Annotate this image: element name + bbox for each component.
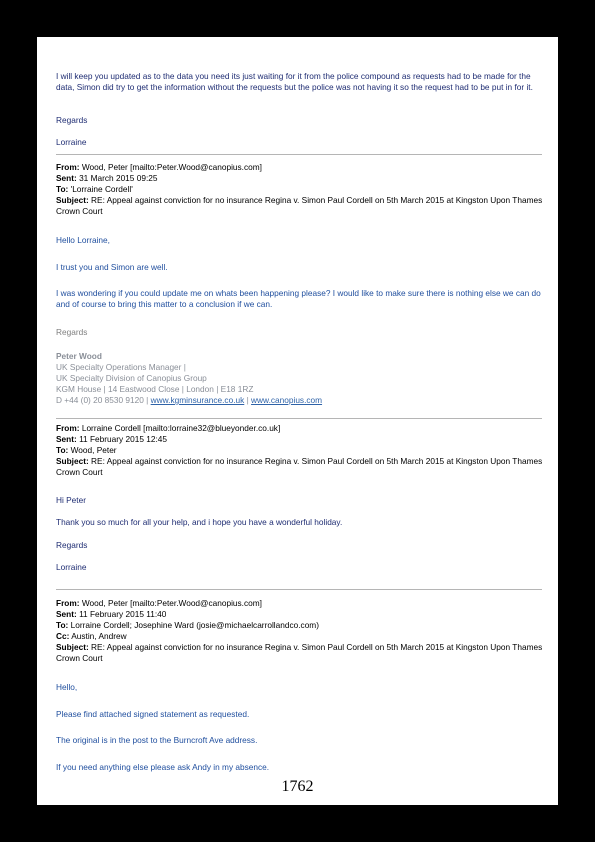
email1-sent-line: Sent: 31 March 2015 09:25 (56, 173, 158, 183)
email2-header (56, 423, 543, 478)
intro-paragraph: I will keep you updated as to the data you need its just waiting for it from the police compound as requests had to be made for the data, Simon did try to get the information without the requests but the police was not having it so the request had to be put in for it. (56, 71, 533, 92)
email2-greeting: Hi Peter (56, 495, 86, 505)
separator-rule (56, 154, 542, 155)
email1-from-line: From: Wood, Peter [mailto:Peter.Wood@canopius.com] (56, 162, 262, 172)
separator-rule (56, 589, 542, 590)
email2-subject-line: Subject: RE: Appeal against conviction for no insurance Regina v. Simon Paul Cordell on 5th March 2015 at Kingston Upon Thames Crown Court (56, 456, 543, 477)
email3-to-line: To: Lorraine Cordell; Josephine Ward (josie@michaelcarrollandco.com) (56, 620, 319, 630)
email1-paragraph-2: I was wondering if you could update me on whats been happening please? I would like to make sure there is nothing else we can do and of course to bring this matter to a conclusion if we can. (56, 288, 541, 309)
separator-rule (56, 418, 542, 419)
email3-cc-line: Cc: Austin, Andrew (56, 631, 127, 641)
signature-separator: | (246, 395, 249, 405)
email2-signoff: Lorraine (56, 562, 87, 572)
email3-subject-line: Subject: RE: Appeal against conviction for no insurance Regina v. Simon Paul Cordell on 5th March 2015 at Kingston Upon Thames Crown Court (56, 642, 543, 663)
email2-from-line: From: Lorraine Cordell [mailto:lorraine32@blueyonder.co.uk] (56, 423, 281, 433)
email1-header (56, 162, 543, 217)
intro-signoff: Lorraine (56, 137, 87, 147)
signature-division: UK Specialty Division of Canopius Group (56, 373, 207, 383)
email1-subject-line: Subject: RE: Appeal against conviction for no insurance Regina v. Simon Paul Cordell on 5th March 2015 at Kingston Upon Thames Crown Court (56, 195, 543, 216)
signature-address: KGM House | 14 Eastwood Close | London | E18 1RZ (56, 384, 254, 394)
email1-to-line: To: 'Lorraine Cordell' (56, 184, 133, 194)
email2-sent-line: Sent: 11 February 2015 12:45 (56, 434, 168, 444)
kgm-website-link[interactable]: www.kgminsurance.co.uk (150, 395, 245, 405)
email1-paragraph-1: I trust you and Simon are well. (56, 262, 168, 272)
email1-regards: Regards (56, 327, 88, 337)
signature-contact-line (56, 395, 543, 406)
intro-regards: Regards (56, 115, 88, 125)
email2-regards: Regards (56, 540, 88, 550)
signature-name: Peter Wood (56, 351, 102, 361)
signature-title: UK Specialty Operations Manager | (56, 362, 186, 372)
email1-greeting: Hello Lorraine, (56, 235, 110, 245)
signature-phone: D +44 (0) 20 8530 9120 | (56, 395, 149, 405)
email3-from-line: From: Wood, Peter [mailto:Peter.Wood@canopius.com] (56, 598, 262, 608)
email2-paragraph-1: Thank you so much for all your help, and i hope you have a wonderful holiday. (56, 517, 343, 527)
email2-to-line: To: Wood, Peter (56, 445, 117, 455)
email3-sent-line: Sent: 11 February 2015 11:40 (56, 609, 167, 619)
email3-paragraph-2: The original is in the post to the Burncroft Ave address. (56, 735, 258, 745)
page-number: 1762 (281, 778, 314, 795)
email3-paragraph-3: If you need anything else please ask Andy in my absence. (56, 762, 270, 772)
email3-header (56, 598, 543, 664)
email3-greeting: Hello, (56, 682, 78, 692)
email3-paragraph-1: Please find attached signed statement as requested. (56, 709, 250, 719)
email1-signature (56, 351, 543, 406)
document-page (37, 37, 558, 805)
canopius-website-link[interactable]: www.canopius.com (251, 395, 323, 405)
